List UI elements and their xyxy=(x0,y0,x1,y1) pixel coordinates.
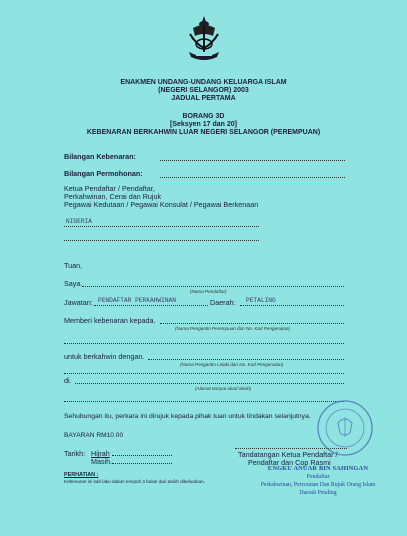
berkahwin-line-2 xyxy=(64,373,344,374)
official-stamp-seal-icon xyxy=(316,399,374,457)
stamp-title-3: Daerah Petaling xyxy=(299,490,337,496)
act-title: ENAKMEN UNDANG-UNDANG KELUARGA ISLAM xyxy=(120,79,287,86)
act-state: (NEGERI SELANGOR) 2003 xyxy=(158,87,249,94)
form-sections: [Seksyen 17 dan 20] xyxy=(170,121,237,128)
application-no-label: Bilangan Permohonan: xyxy=(64,169,143,178)
di-line-2 xyxy=(64,401,344,402)
signature-label-1: Tandatangan Ketua Pendaftar / xyxy=(238,450,338,459)
tarikh-hijrah: Hijrah xyxy=(91,449,110,458)
tarikh-hijrah-line xyxy=(112,455,172,456)
addressee-line-b xyxy=(64,240,259,241)
memberi-label: Memberi kebenaran kepada. xyxy=(64,316,156,325)
salutation: Tuan, xyxy=(64,261,83,270)
di-line xyxy=(75,383,344,384)
di-caption: (Alamat tempat akad nikah) xyxy=(195,386,252,391)
fee-text: BAYARAN RM10.00 xyxy=(64,432,124,439)
application-no-line xyxy=(160,177,345,178)
signature-label-2: Pendaftar dan Cop Rasmi xyxy=(248,458,331,467)
saya-caption: (Nama Pendaftar) xyxy=(190,289,227,294)
saya-line xyxy=(82,286,344,287)
berkahwin-label: untuk berkahwin dengan. xyxy=(64,352,145,361)
closing-text: Sehubungan itu, perkara ini dirujuk kepada pihak tuan untuk tindakan selanjutnya. xyxy=(64,413,311,420)
addressee-line3: Pegawai Kedutaan / Pegawai Konsulat / Pegawai Berkenaan xyxy=(64,200,259,209)
memberi-line-2 xyxy=(64,343,344,344)
tarikh-label: Tarikh: xyxy=(64,449,86,458)
berkahwin-line xyxy=(148,359,344,360)
note-text: Kebenaran ini sah laku dalam tempoh 3 bulan dari tarikh dikeluarkan. xyxy=(64,479,205,484)
form-number: BORANG 3D xyxy=(182,113,225,120)
addressee-line2: Perkahwinan, Cerai dan Rujuk xyxy=(64,192,162,201)
daerah-label: Daerah: xyxy=(210,298,236,307)
jawatan-value: PENDAFTAR PERKAHWINAN xyxy=(98,297,176,304)
jawatan-label: Jawatan: xyxy=(64,298,93,307)
addressee-state-value: NIGERIA xyxy=(66,218,92,225)
daerah-line xyxy=(240,305,344,306)
addressee-line-a xyxy=(64,226,259,227)
berkahwin-caption: (Nama Pengantin Lelaki dan No. Kad Pengenalan) xyxy=(180,362,284,367)
saya-label: Saya. xyxy=(64,279,83,288)
note-heading: PERHATIAN : xyxy=(64,472,99,478)
memberi-line xyxy=(160,323,344,324)
tarikh-masihi-line xyxy=(112,463,172,464)
stamp-title-1: Pendaftar xyxy=(306,474,330,480)
selangor-crest-icon xyxy=(184,14,224,64)
jawatan-line xyxy=(94,305,208,306)
schedule-title: JADUAL PERTAMA xyxy=(171,95,236,102)
stamp-title-2: Perkahwinan, Perceraian Dan Rujuk Orang Islam xyxy=(260,482,376,488)
permit-no-label: Bilangan Kebenaran: xyxy=(64,152,136,161)
tarikh-masihi: Masih. xyxy=(91,457,113,466)
stamp-name: ENGKU ANUAR BIN SAHINGAN xyxy=(267,465,369,472)
form-title: KEBENARAN BERKAHWIN LUAR NEGERI SELANGOR (PEREMPUAN) xyxy=(86,129,321,136)
permit-no-line xyxy=(160,160,345,161)
memberi-caption: (Nama Pengantin Perempuan dan No. Kad Pengenalan) xyxy=(175,326,290,331)
daerah-value: PETALING xyxy=(246,297,276,304)
di-label: di. xyxy=(64,376,72,385)
addressee-line1: Ketua Pendaftar / Pendaftar, xyxy=(64,184,155,193)
